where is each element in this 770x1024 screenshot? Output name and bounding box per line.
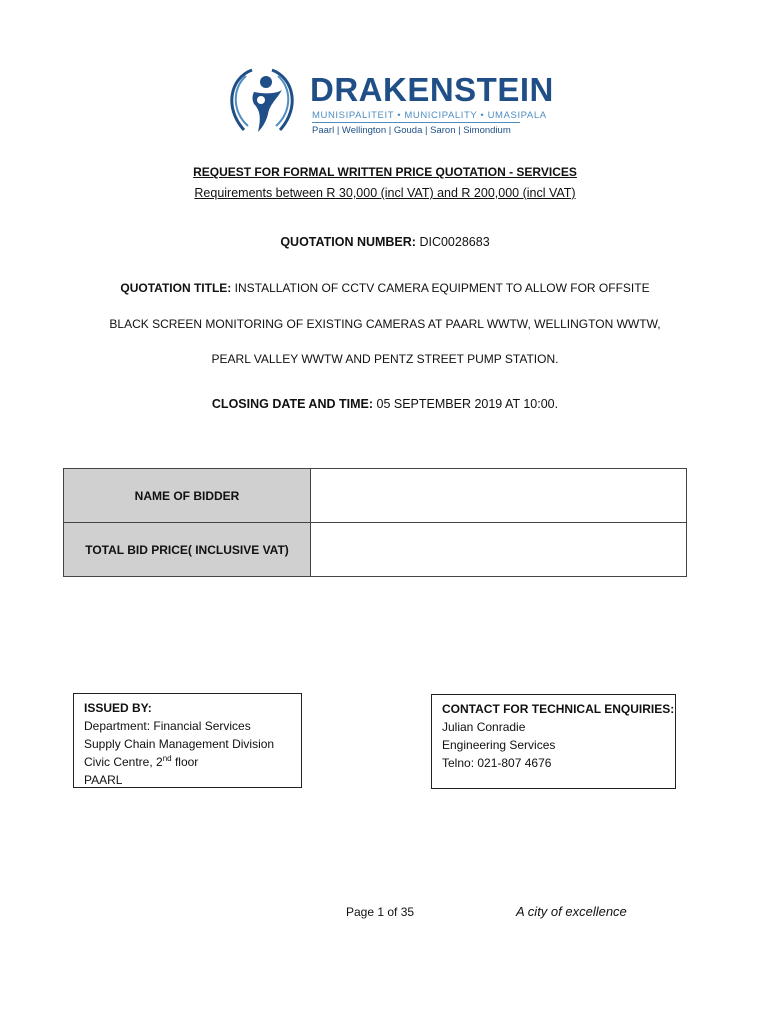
document-subheading: Requirements between R 30,000 (incl VAT) and R 200,000 (incl VAT)	[194, 186, 576, 200]
quotation-number-label: QUOTATION NUMBER:	[280, 235, 416, 249]
quotation-title-label: QUOTATION TITLE:	[120, 281, 232, 295]
drakenstein-logo	[222, 64, 554, 138]
issued-by-division: Supply Chain Management Division	[84, 737, 275, 751]
bidder-name-label: NAME OF BIDDER	[64, 469, 311, 523]
issued-by-city: PAARL	[84, 773, 123, 787]
quotation-title-text-1: INSTALLATION OF CCTV CAMERA EQUIPMENT TO ALLOW FOR OFFSITE	[234, 281, 650, 295]
logo-divider	[312, 122, 520, 123]
closing-date-label: CLOSING DATE AND TIME:	[211, 397, 374, 411]
location-ordinal: nd	[162, 754, 172, 763]
table-row	[64, 469, 687, 523]
closing-date	[0, 397, 770, 411]
quotation-number-value: DIC0028683	[419, 235, 490, 249]
footer-motto: A city of excellence	[516, 904, 627, 919]
table-row	[64, 523, 687, 577]
municipality-emblem-icon	[222, 64, 302, 138]
logo-subtitle: MUNISIPALITEIT • MUNICIPALITY • UMASIPALA	[312, 110, 547, 121]
page-number: Page 1 of 35	[346, 905, 415, 919]
total-bid-price-label: TOTAL BID PRICE( INCLUSIVE VAT)	[64, 523, 311, 577]
technical-contact-box	[431, 694, 676, 789]
issued-by-location	[84, 753, 291, 771]
contact-phone: Telno: 021-807 4676	[442, 756, 552, 770]
quotation-title-line-3: PEARL VALLEY WWTW AND PENTZ STREET PUMP STATION.	[211, 352, 559, 366]
issued-by-title: ISSUED BY:	[84, 701, 152, 715]
location-suffix: floor	[171, 755, 199, 769]
location-prefix: Civic Centre, 2	[84, 755, 163, 769]
bidder-table	[63, 468, 687, 577]
issued-by-box	[73, 693, 302, 788]
quotation-title-line-1	[0, 281, 770, 295]
contact-department: Engineering Services	[442, 738, 556, 752]
quotation-title-line-2: BLACK SCREEN MONITORING OF EXISTING CAMERAS AT PAARL WWTW, WELLINGTON WWTW,	[109, 317, 661, 331]
contact-name: Julian Conradie	[442, 720, 526, 734]
issued-by-department: Department: Financial Services	[84, 719, 251, 733]
contact-title: CONTACT FOR TECHNICAL ENQUIRIES:	[442, 702, 675, 716]
quotation-number	[0, 235, 770, 249]
logo-towns: Paarl | Wellington | Gouda | Saron | Simondium	[312, 125, 511, 136]
bidder-name-field[interactable]	[311, 469, 687, 523]
logo-wordmark: DRAKENSTEIN	[310, 71, 554, 108]
closing-date-value: 05 SEPTEMBER 2019 AT 10:00.	[376, 397, 559, 411]
document-heading: REQUEST FOR FORMAL WRITTEN PRICE QUOTATION - SERVICES	[193, 165, 577, 179]
total-bid-price-field[interactable]	[311, 523, 687, 577]
